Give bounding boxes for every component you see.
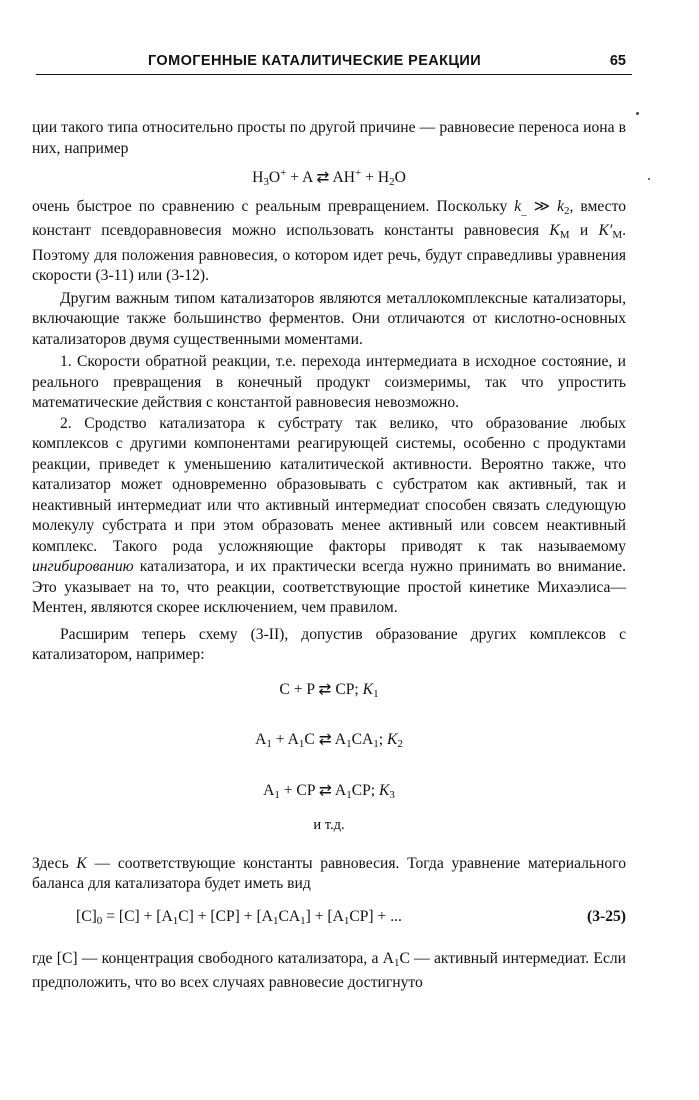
speck-mark [648,178,650,180]
paragraph-1: ции такого типа относительно просты по другой причине — равновесие переноса иона в них, например [32,119,626,157]
equation-material-balance [32,907,626,929]
paragraph-3: Другим важным типом катализаторов являются металлокомплексные катализаторы, включающие также большинство ферментов. Они отличаются от кислотно-основных катализаторов двумя существенными моментами. [32,289,626,348]
paragraph-8: где [C] — концентрация свободного катализатора, а $A_1C$ — активный интермедиат. Если предположить, что во всех случаях равновесие достигнуто [32,949,626,991]
header-title: ГОМОГЕННЫЕ КАТАЛИТИЧЕСКИЕ РЕАКЦИИ [148,53,482,69]
etc-label: и т.д. [313,817,345,833]
equation-cp: C + P ⇄ CP; $K_1$ [279,680,379,700]
equation-ion-transfer: $H_3O^+ + A$ ⇄ $AH^+ + H_2O$ [252,167,406,188]
material-balance-formula: $[C]_0 = [C] + [A_1C] + [CP] + [A_1CA_1] + [A_1CP]$ + ... [76,907,402,927]
paragraph-2: очень быстрое по сравнению с реальным превращением. Поскольку $k_{\_}$ ≫ $k_2$, вместо констант псевдоравновесия можно использовать константы равновесия $K_M$ и $K'_M$. Поэтому для положения равновесия, о котором идет речь, будут справедливы уравнения скорости (3-11) или (3-12). [32,197,627,284]
speck-mark [636,112,639,115]
paragraph-4: 1. Скорости обратной реакции, т.е. перехода интермедиата в исходное состояние, и реального превращения в конечный продукт соизмеримы, так что упростить математические действия с константой равновесия невозможно. [32,353,626,411]
equation-a1cp: $A_1$ + CP ⇄ $A_1CP$; $K_3$ [263,781,395,801]
paragraph-7: Здесь K — соответствующие константы равновесия. Тогда уравнение материального баланса для катализатора будет иметь вид [32,854,626,892]
paragraph-5: 2. Сродство катализатора к субстрату так велико, что образование любых комплексов с другими компонентами реагирующей системы, особенно с продуктами реакции, приведет к уменьшению каталитической активности. Вероятно также, что катализатор может одновременно образовывать с субстратом как активный, так и неактивный интермедиат или что активный интермедиат способен связать следующую молекулу субстрата и при этом образовать менее активный или совсем неактивный комплекс. Такого рода усложняющие факторы приводят к так называемому ингибированию катализатора, и их практически всегда нужно принимать во внимание. Это указывает на то, что реакции, соответствующие простой кинетике Михаэлиса—Ментен, являются скорее исключением, чем правилом. [32,414,626,616]
equation-a1ca1: $A_1 + A_1C$ ⇄ $A_1CA_1$; $K_2$ [255,731,403,750]
running-header [36,50,632,75]
paragraph-6: Расширим теперь схему (3-II), допустив образование других комплексов с катализатором, например: [32,625,626,663]
page-body [32,118,626,994]
page-number: 65 [609,53,626,69]
equation-number: (3-25) [587,907,626,925]
